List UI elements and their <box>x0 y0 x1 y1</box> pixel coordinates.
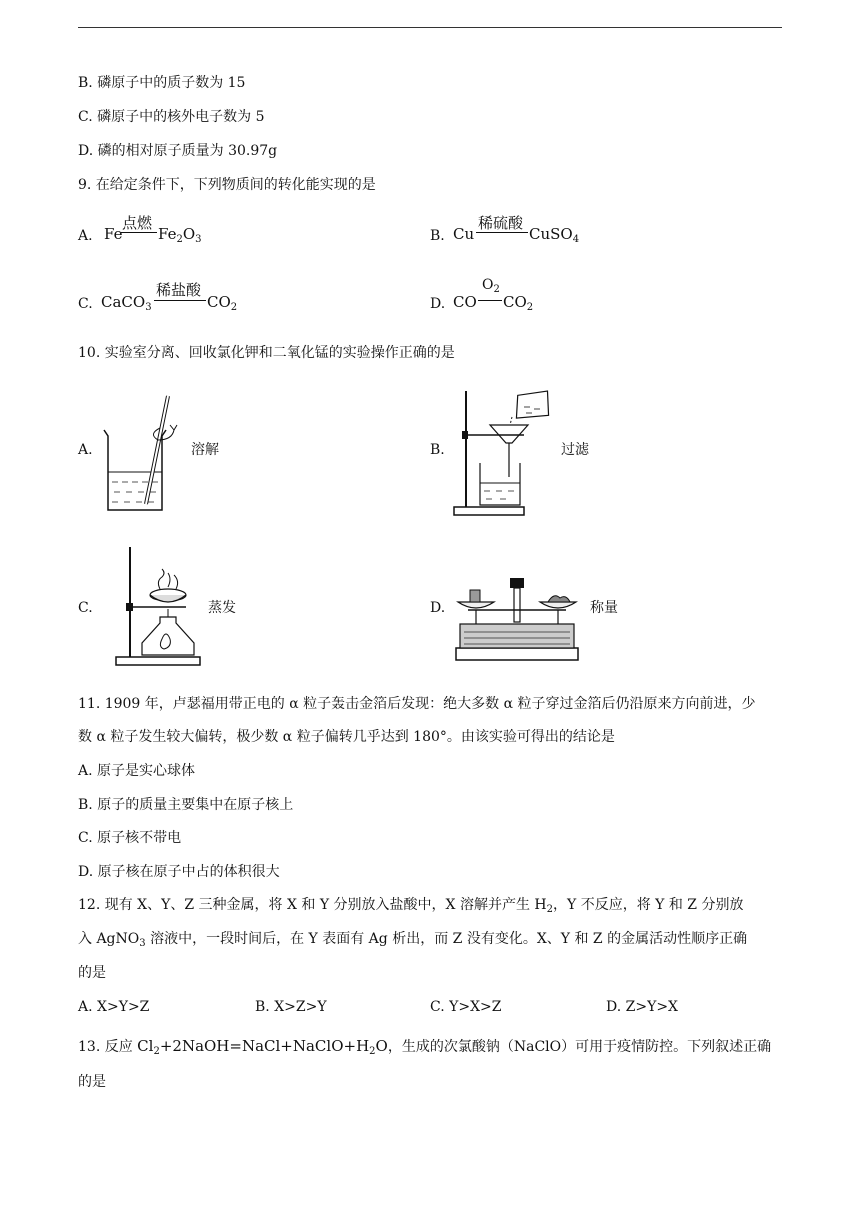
q13-equation: $Cl_2+2NaOH=NaCl+NaClO+H_2O$ <box>137 1037 388 1057</box>
q9-option-b-letter: B. <box>430 228 445 244</box>
q9-option-b-arrow <box>476 232 528 233</box>
q10-option-b-letter: B. <box>430 442 445 458</box>
q9-option-b-reactant: Cu <box>453 225 475 243</box>
q8-option-c: C. 磷原子中的核外电子数为 5 <box>78 109 265 125</box>
q9-option-a-reactant: Fe <box>104 225 123 243</box>
q9-option-c-arrow <box>154 300 206 301</box>
q11-option-b: B. 原子的质量主要集中在原子核上 <box>78 797 294 813</box>
q10-option-b-caption: 过滤 <box>561 442 589 458</box>
q9-option-c-letter: C. <box>78 296 93 312</box>
q12-stem-line2: 入 AgNO$_3$ 溶液中，一段时间后，在 Y 表面有 Ag 析出，而 Z 没有变化。X、Y 和 Z 的金属活动性顺序正确 <box>78 931 748 949</box>
q9-option-a-arrow <box>121 232 157 233</box>
header-rule <box>78 27 782 28</box>
q9-option-a-product: $Fe_2O_3$ <box>158 225 202 245</box>
q12-option-c: C. Y>X>Z <box>430 999 502 1015</box>
q10-option-d-caption: 称量 <box>590 600 618 616</box>
q9-option-d-arrow <box>478 300 502 301</box>
q10-option-d-figure-balance <box>452 576 582 664</box>
q9-option-c-condition: 稀盐酸 <box>156 281 202 299</box>
q11-stem-line1: 11. 1909 年，卢瑟福用带正电的 α 粒子轰击金箔后发现：绝大多数 α 粒子穿过金箔后仍沿原来方向前进，少 <box>78 696 756 712</box>
q12-option-b: B. X>Z>Y <box>255 999 327 1015</box>
q10-option-c-letter: C. <box>78 600 93 616</box>
q9-option-b-product: CuSO$_4$ <box>529 225 580 245</box>
q9-option-c-product: $CO_2$ <box>207 293 238 313</box>
q12-stem-line1: 12. 现有 X、Y、Z 三种金属，将 X 和 Y 分别放入盐酸中，X 溶解并产生 $H_2$，Y 不反应，将 Y 和 Z 分别放 <box>78 897 744 915</box>
q10-option-c-figure-evaporation <box>112 543 208 667</box>
q11-stem-line2: 数 α 粒子发生较大偏转，极少数 α 粒子偏转几乎达到 180°。由该实验可得出的结论是 <box>78 729 615 745</box>
q10-option-d-letter: D. <box>430 600 446 616</box>
q12-option-d: D. Z>Y>X <box>606 999 679 1015</box>
q9-option-a-letter: A. <box>78 228 93 244</box>
q8-option-b: B. 磷原子中的质子数为 15 <box>78 75 246 91</box>
q9-option-d-product: $CO_2$ <box>503 293 534 313</box>
q9-option-d-condition: $O_2$ <box>482 277 500 295</box>
q11-option-a: A. 原子是实心球体 <box>78 763 196 779</box>
q10-option-a-letter: A. <box>78 442 93 458</box>
q9-option-c-reactant: CaCO$_3$ <box>101 293 152 313</box>
q13-stem-line1: 13. 反应 $Cl_2+2NaOH=NaCl+NaClO+H_2O$，生成的次氯酸钠（NaClO）可用于疫情防控。下列叙述正确 <box>78 1037 772 1057</box>
q9-stem: 9. 在给定条件下，下列物质间的转化能实现的是 <box>78 177 376 193</box>
q10-option-b-figure-filtering <box>450 385 560 519</box>
q10-option-a-figure-dissolving <box>100 392 180 514</box>
q11-option-c: C. 原子核不带电 <box>78 830 182 846</box>
q10-option-c-caption: 蒸发 <box>208 600 236 616</box>
q11-option-d: D. 原子核在原子中占的体积很大 <box>78 864 280 880</box>
q9-option-b-condition: 稀硫酸 <box>478 214 524 232</box>
q9-option-d-letter: D. <box>430 296 446 312</box>
q9-option-a-condition: 点燃 <box>122 214 153 232</box>
q12-option-a: A. X>Y>Z <box>78 999 150 1015</box>
q8-option-d: D. 磷的相对原子质量为 30.97g <box>78 143 278 159</box>
q13-stem-line2: 的是 <box>78 1074 106 1090</box>
q10-stem: 10. 实验室分离、回收氯化钾和二氧化锰的实验操作正确的是 <box>78 345 455 361</box>
q10-option-a-caption: 溶解 <box>191 442 219 458</box>
q9-option-d-reactant: CO <box>453 293 477 311</box>
q12-stem-line3: 的是 <box>78 965 106 981</box>
